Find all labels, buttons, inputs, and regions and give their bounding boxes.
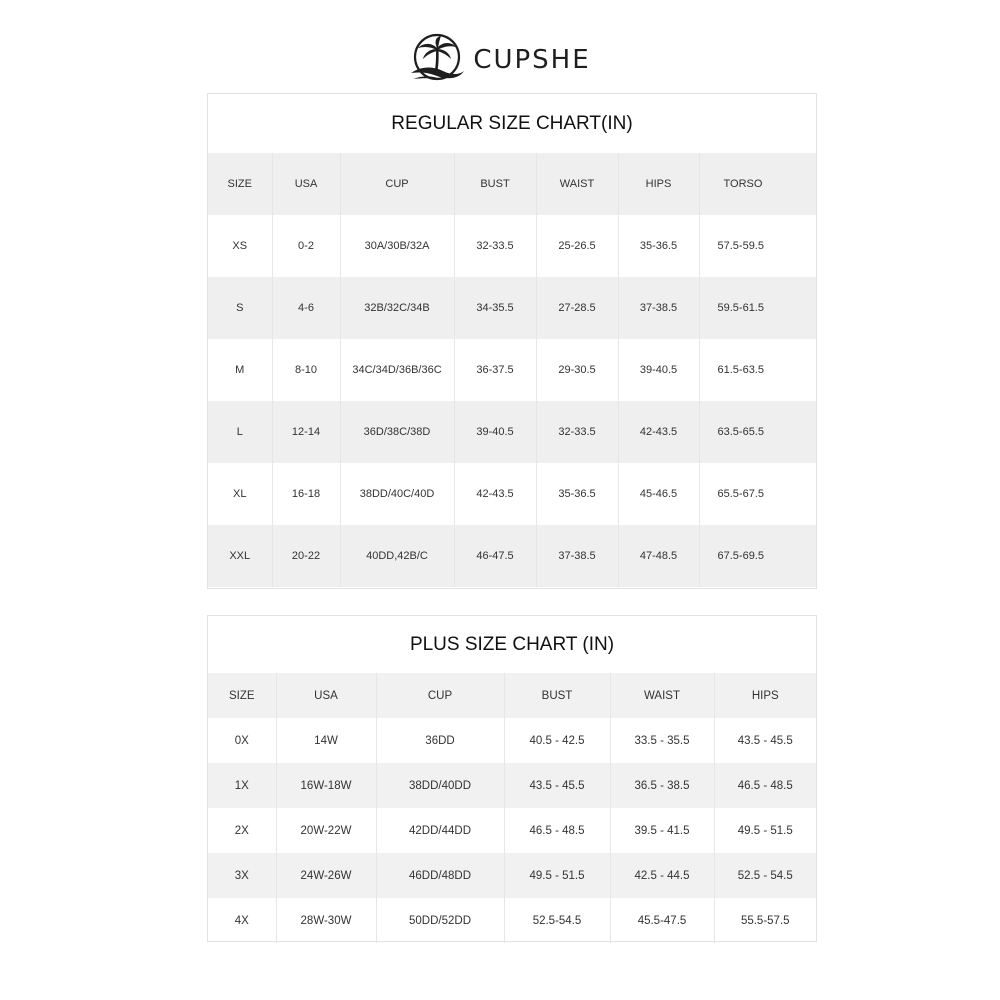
cell-waist: 36.5 - 38.5 (610, 763, 714, 808)
cell-waist: 27-28.5 (536, 277, 618, 339)
cell-bust: 40.5 - 42.5 (504, 718, 610, 763)
table-row (208, 277, 816, 339)
table-row (208, 718, 816, 763)
table-row (208, 853, 816, 898)
cell-usa: 12-14 (272, 401, 340, 463)
cell-usa: 28W-30W (276, 898, 376, 943)
header-bust: BUST (454, 153, 536, 215)
cell-size: XL (208, 463, 272, 525)
cell-usa: 20-22 (272, 525, 340, 587)
table-row (208, 898, 816, 943)
cell-cup: 34C/34D/36B/36C (340, 339, 454, 401)
cell-waist: 45.5-47.5 (610, 898, 714, 943)
header-torso: TORSO (723, 178, 763, 190)
table-header-row (208, 153, 816, 215)
cell-size: XS (208, 215, 272, 277)
table-row (208, 525, 816, 587)
regular-chart-title: REGULAR SIZE CHART(IN) (391, 112, 633, 134)
cell-waist: 32-33.5 (536, 401, 618, 463)
cell-cup: 36DD (376, 718, 504, 763)
cell-torso: 65.5-67.5 (717, 488, 764, 500)
header-cup: CUP (340, 153, 454, 215)
cell-waist: 35-36.5 (536, 463, 618, 525)
cell-hips: 37-38.5 (618, 277, 699, 339)
cell-cup: 32B/32C/34B (340, 277, 454, 339)
brand-logo (0, 28, 1000, 88)
cell-bust: 32-33.5 (454, 215, 536, 277)
cell-hips: 39-40.5 (618, 339, 699, 401)
cell-bust: 34-35.5 (454, 277, 536, 339)
header-waist: WAIST (610, 673, 714, 718)
cell-usa: 14W (276, 718, 376, 763)
cell-cup: 42DD/44DD (376, 808, 504, 853)
table-row (208, 401, 816, 463)
cell-bust: 49.5 - 51.5 (504, 853, 610, 898)
cell-hips: 42-43.5 (618, 401, 699, 463)
header-size: SIZE (208, 673, 276, 718)
cell-waist: 29-30.5 (536, 339, 618, 401)
header-hips: HIPS (618, 153, 699, 215)
cell-hips: 43.5 - 45.5 (737, 734, 793, 747)
cell-hips: 49.5 - 51.5 (737, 824, 793, 837)
cell-hips: 46.5 - 48.5 (737, 779, 793, 792)
table-row (208, 808, 816, 853)
cell-bust: 39-40.5 (454, 401, 536, 463)
cell-torso: 59.5-61.5 (717, 302, 764, 314)
table-header-row (208, 673, 816, 718)
header-cup: CUP (376, 673, 504, 718)
cell-waist: 33.5 - 35.5 (610, 718, 714, 763)
cell-size: XXL (208, 525, 272, 587)
header-hips: HIPS (751, 689, 779, 702)
plus-chart-title: PLUS SIZE CHART (IN) (409, 633, 615, 655)
regular-size-chart (207, 93, 817, 589)
table-row (208, 215, 816, 277)
cell-usa: 0-2 (272, 215, 340, 277)
header-waist: WAIST (536, 153, 618, 215)
cell-torso: 67.5-69.5 (717, 550, 764, 562)
header-usa: USA (276, 673, 376, 718)
cell-cup: 50DD/52DD (376, 898, 504, 943)
cell-size: L (208, 401, 272, 463)
cell-cup: 30A/30B/32A (340, 215, 454, 277)
cell-hips: 47-48.5 (618, 525, 699, 587)
cell-cup: 38DD/40C/40D (340, 463, 454, 525)
cell-hips: 35-36.5 (618, 215, 699, 277)
cell-waist: 37-38.5 (536, 525, 618, 587)
table-row (208, 463, 816, 525)
cell-waist: 42.5 - 44.5 (610, 853, 714, 898)
cell-size: 3X (208, 853, 276, 898)
cell-usa: 4-6 (272, 277, 340, 339)
cell-torso: 57.5-59.5 (717, 240, 764, 252)
cell-usa: 16-18 (272, 463, 340, 525)
cell-hips: 45-46.5 (618, 463, 699, 525)
cell-bust: 52.5-54.5 (504, 898, 610, 943)
cell-hips: 55.5-57.5 (740, 914, 790, 927)
plus-size-chart (207, 615, 817, 942)
cell-usa: 24W-26W (276, 853, 376, 898)
plus-size-table (208, 673, 816, 943)
cell-size: M (208, 339, 272, 401)
cell-size: 1X (208, 763, 276, 808)
cell-usa: 8-10 (272, 339, 340, 401)
brand-name: CUPSHE (473, 45, 591, 75)
cell-bust: 46-47.5 (454, 525, 536, 587)
cell-waist: 39.5 - 41.5 (610, 808, 714, 853)
table-row (208, 763, 816, 808)
cell-torso: 61.5-63.5 (717, 364, 764, 376)
cell-bust: 42-43.5 (454, 463, 536, 525)
cell-bust: 36-37.5 (454, 339, 536, 401)
cell-size: 4X (208, 898, 276, 943)
cell-bust: 46.5 - 48.5 (504, 808, 610, 853)
table-row (208, 339, 816, 401)
cell-waist: 25-26.5 (536, 215, 618, 277)
cell-hips: 52.5 - 54.5 (737, 869, 793, 882)
cell-usa: 20W-22W (276, 808, 376, 853)
cell-usa: 16W-18W (276, 763, 376, 808)
cell-torso: 63.5-65.5 (717, 426, 764, 438)
cell-cup: 46DD/48DD (376, 853, 504, 898)
cell-bust: 43.5 - 45.5 (504, 763, 610, 808)
cell-size: S (208, 277, 272, 339)
cell-cup: 40DD,42B/C (340, 525, 454, 587)
regular-size-table (208, 153, 816, 587)
palm-tree-wave-icon (409, 33, 465, 83)
cell-cup: 38DD/40DD (376, 763, 504, 808)
header-bust: BUST (504, 673, 610, 718)
header-size: SIZE (208, 153, 272, 215)
cell-size: 2X (208, 808, 276, 853)
cell-size: 0X (208, 718, 276, 763)
header-usa: USA (272, 153, 340, 215)
cell-cup: 36D/38C/38D (340, 401, 454, 463)
